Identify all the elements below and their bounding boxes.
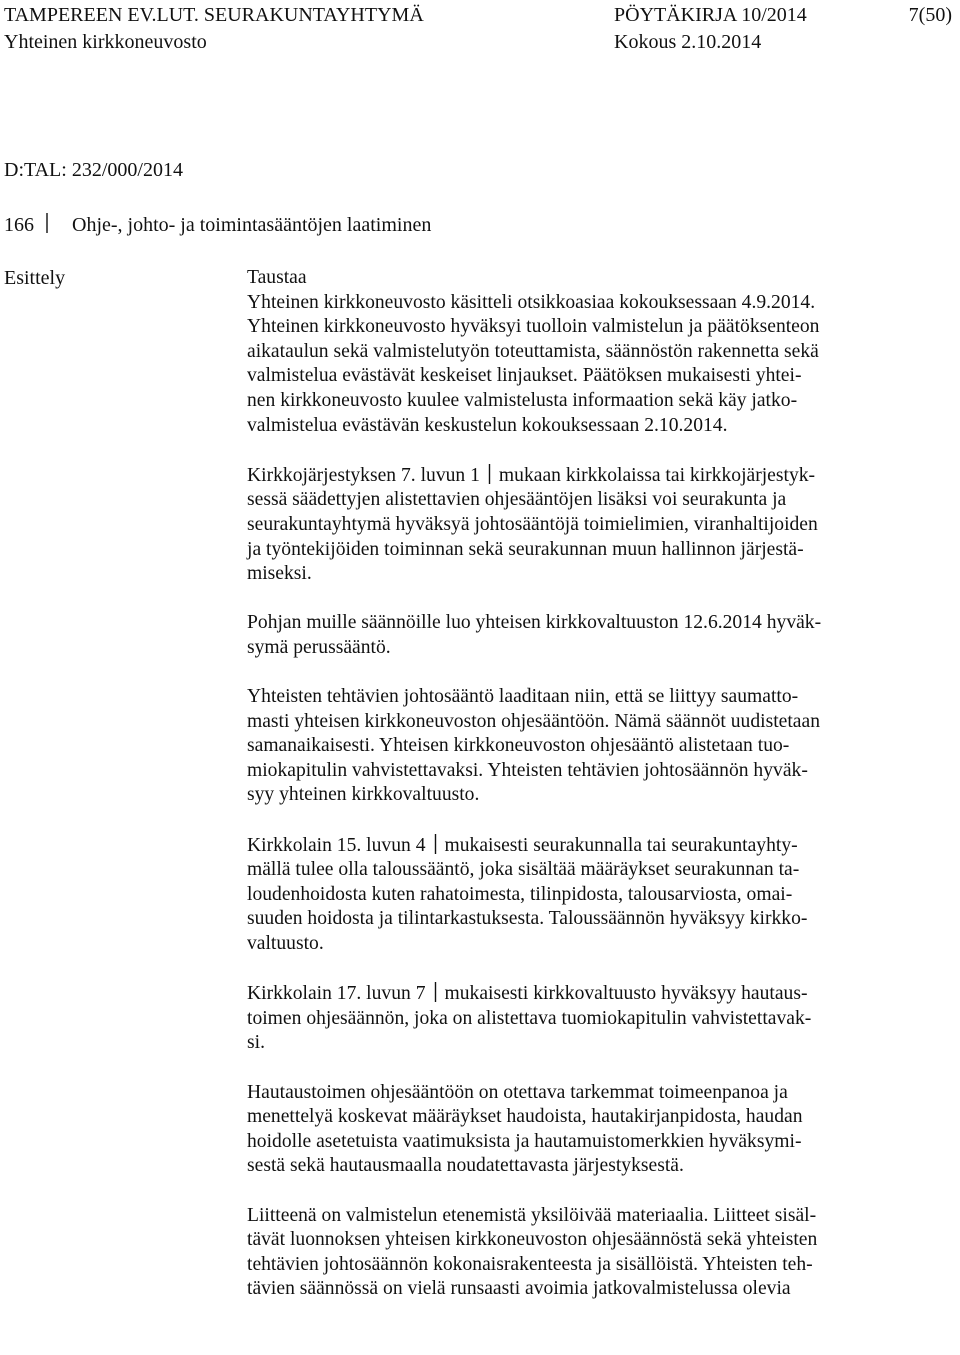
text-fragment: mukaisesti seurakunnalla tai seurakuntayhty- [444,834,798,856]
text-line: mällä tulee olla taloussääntö, joka sisältää määräykset seurakunnan ta- [247,859,800,881]
section-number: 166 [4,214,34,236]
text-line: syy yhteinen kirkkovaltuusto. [247,784,480,806]
section-sign-icon [484,463,495,485]
text-line: miseksi. [247,563,312,585]
text-line: tävät luonnoksen yhteisen kirkkoneuvoston ohjesäännöstä sekä yhteisten [247,1229,818,1251]
text-line: ja työntekijöiden toiminnan sekä seurakunnan muun hallinnon järjestä- [247,538,804,560]
text-line [247,463,947,489]
text-line: valmistelua evästävät keskeiset linjaukset. Päätöksen mukaisesti yhtei- [247,365,802,387]
text-line: aikataulun sekä valmistelutyön toteuttamista, säännöstön rakennetta sekä [247,340,819,362]
text-line: hoidolle asetetuista vaatimuksista ja hautamuistomerkkien hyväksymi- [247,1130,802,1152]
paragraph-background [247,266,947,438]
text-line: sessä säädettyjen alistettavien ohjesääntöjen lisäksi voi seurakunta ja [247,489,787,511]
text-line [247,833,947,859]
text-line: Hautaustoimen ohjesääntöön on otettava tarkemmat toimeenpanoa ja [247,1081,788,1103]
text-line: tehtävien johtosäännön kokonaisrakenteesta ja sisällöistä. Yhteisten teh- [247,1253,813,1275]
paragraph-basic-rule [247,611,947,660]
text-line: valmistelua evästävän keskustelun kokouksessaan 2.10.2014. [247,414,728,436]
text-line [247,981,947,1007]
paragraph-common-tasks [247,685,947,808]
text-line: Taustaa [247,267,307,288]
text-line: seurakuntayhtymä hyväksyä johtosääntöjä toimielimien, viranhaltijoiden [247,513,818,535]
text-line: Pohjan muille säännöille luo yhteisen kirkkovaltuuston 12.6.2014 hyväk- [247,612,822,634]
paragraph-finance-rule [247,833,947,957]
text-line: toimen ohjesäännön, joka on alistettava tuomiokapitulin vahvistettavak- [247,1007,812,1029]
text-line: sestä sekä hautausmaalla noudatettavasta järjestyksestä. [247,1155,684,1177]
text-fragment: Kirkkolain 15. luvun 4 [247,834,426,856]
text-fragment: mukaisesti kirkkovaltuusto hyväksyy hautaus- [444,983,808,1005]
document-title: PÖYTÄKIRJA 10/2014 [614,4,807,26]
presentation-label: Esittely [4,267,66,289]
body-text [247,266,947,1327]
text-line: valtuusto. [247,933,324,955]
paragraph-burial-rule [247,981,947,1056]
section-sign-icon [430,833,441,855]
meeting-date: Kokous 2.10.2014 [614,31,762,53]
text-line: tävien säännössä on vielä runsaasti avoimia jatkovalmistelussa olevia [247,1278,791,1300]
organization-name: TAMPEREEN EV.LUT. SEURAKUNTAYHTYMÄ [4,4,424,26]
text-fragment: Kirkkojärjestyksen 7. luvun 1 [247,464,480,486]
text-line: Liitteenä on valmistelun etenemistä yksilöivää materiaalia. Liitteet sisäl- [247,1204,817,1226]
text-line: miokapitulin vahvistettavaksi. Yhteisten tehtävien johtosäännön hyväk- [247,759,808,781]
text-line: samanaikaisesti. Yhteisen kirkkoneuvoston ohjesääntö alistetaan tuo- [247,735,790,757]
text-line: Yhteinen kirkkoneuvosto käsitteli otsikkoasiaa kokouksessaan 4.9.2014. [247,291,816,313]
text-line: si. [247,1032,265,1054]
text-fragment: mukaan kirkkolaissa tai kirkkojärjestyk- [498,464,816,486]
text-line: Yhteisten tehtävien johtosääntö laaditaan niin, että se liittyy saumatto- [247,686,799,708]
page-number: 7(50) [908,4,952,26]
paragraph-attachments [247,1204,947,1302]
section-heading [4,212,431,237]
record-number: D:TAL: 232/000/2014 [4,159,183,181]
text-line: suuden hoidosta ja tilintarkastuksesta. Taloussäännön hyväksyy kirkko- [247,908,808,930]
paragraph-burial-details [247,1081,947,1179]
section-sign-icon [430,981,441,1003]
text-line: nen kirkkoneuvosto kuulee valmistelusta informaation sekä käy jatko- [247,389,798,411]
text-line: menettelyä koskevat määräykset haudoista, hautakirjanpidosta, haudan [247,1106,803,1128]
section-title: Ohje-, johto- ja toimintasääntöjen laatiminen [72,214,432,236]
body-name: Yhteinen kirkkoneuvosto [4,31,207,53]
paragraph-church-order [247,463,947,587]
text-line: symä perussääntö. [247,636,391,658]
section-sign-icon [40,212,54,234]
text-line: loudenhoidosta kuten rahatoimesta, tilinpidosta, talousarviosta, omai- [247,883,793,905]
text-line: Yhteinen kirkkoneuvosto hyväksyi tuolloin valmistelun ja päätöksenteon [247,316,820,338]
text-line: masti yhteisen kirkkoneuvoston ohjesääntöön. Nämä säännöt uudistetaan [247,710,820,732]
text-fragment: Kirkkolain 17. luvun 7 [247,983,426,1005]
